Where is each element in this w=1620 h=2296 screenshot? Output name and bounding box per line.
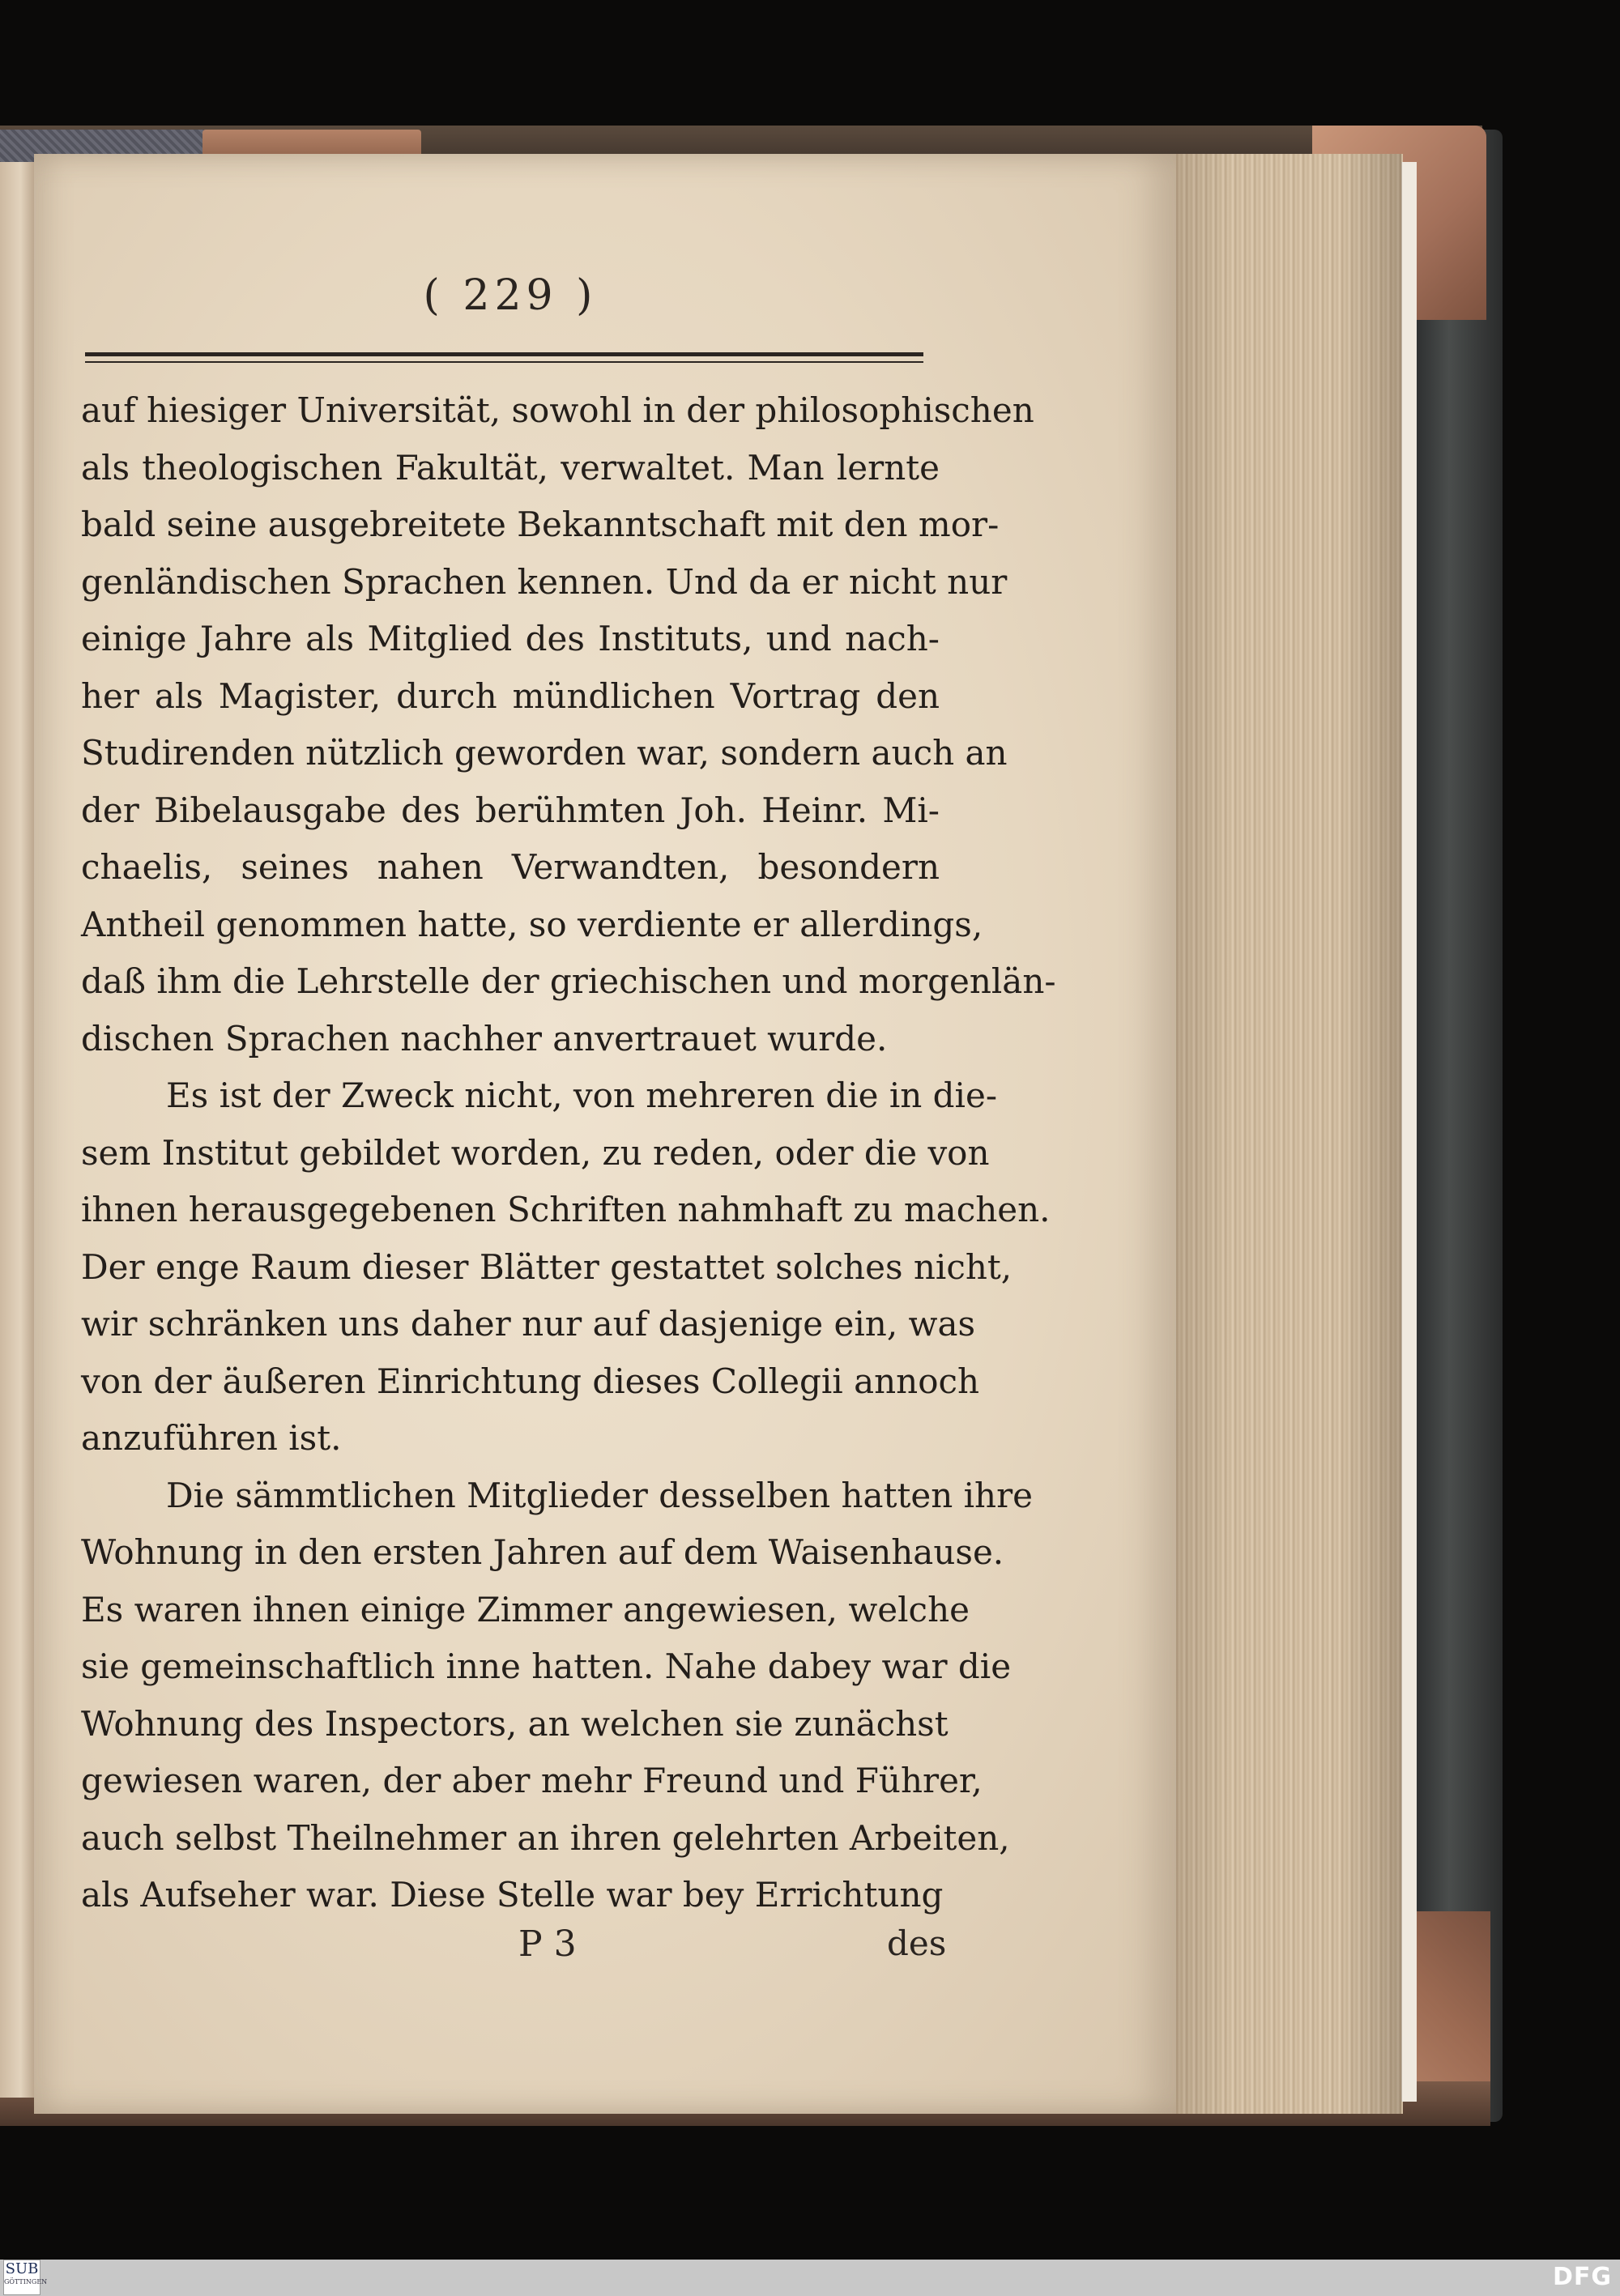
text-line: auf hiesiger Universität, sowohl in der philosophischen — [81, 390, 1034, 430]
text-line: ihnen herausgegebenen Schriften nahmhaft zu machen. — [81, 1190, 1051, 1229]
page-block-shade — [1158, 154, 1401, 2114]
text-line: als theologischen Fakultät, verwaltet. Man lernte — [81, 447, 940, 488]
text-line: her als Magister, durch mündlichen Vortrag den — [81, 675, 940, 716]
viewer-footer-bar — [0, 2260, 1620, 2296]
text-line: Wohnung in den ersten Jahren auf dem Waisenhause. — [81, 1532, 1004, 1572]
text-line: Es waren ihnen einige Zimmer angewiesen, welche — [81, 1589, 970, 1629]
page-body — [81, 382, 1056, 1924]
book-cover-right — [1413, 130, 1503, 2122]
text-line: gewiesen waren, der aber mehr Freund und Führer, — [81, 1761, 983, 1800]
text-line: Der enge Raum dieser Blätter gestattet solches nicht, — [81, 1246, 1013, 1287]
text-line: dischen Sprachen nachher anvertrauet wurde. — [81, 1018, 888, 1059]
dfg-logo[interactable]: DFG — [1552, 2263, 1612, 2291]
text-line: Die sämmtlichen Mitglieder desselben hatten ihre — [166, 1475, 1034, 1515]
text-line: Wohnung des Inspectors, an welchen sie zunächst — [81, 1703, 949, 1744]
header-rule — [85, 352, 923, 356]
text-line: anzuführen ist. — [81, 1418, 342, 1458]
text-line: daß ihm die Lehrstelle der griechischen und morgenlän- — [81, 961, 1056, 1001]
text-line: genländischen Sprachen kennen. Und da er nicht nur — [81, 561, 1008, 602]
text-line: einige Jahre als Mitglied des Instituts, und nach- — [81, 619, 940, 658]
text-line: chaelis, seines nahen Verwandten, besondern — [81, 847, 940, 887]
text-line: sie gemeinschaftlich inne hatten. Nahe dabey war die — [81, 1646, 1012, 1686]
text-line: Antheil genommen hatte, so verdiente er allerdings, — [81, 904, 983, 944]
library-logo-mark: SUB — [5, 2260, 39, 2277]
text-line: Es ist der Zweck nicht, von mehreren die in die- — [166, 1076, 998, 1115]
library-logo-subtext: GÖTTINGEN — [4, 2278, 48, 2285]
text-line: bald seine ausgebreitete Bekanntschaft mit den mor- — [81, 505, 1000, 544]
library-logo[interactable] — [3, 2260, 48, 2295]
header-rule-thin — [85, 361, 923, 363]
page-header: ( 229 ) — [423, 271, 598, 320]
text-line: auch selbst Theilnehmer an ihren gelehrten Arbeiten, — [81, 1817, 1010, 1858]
page-sliver — [1401, 162, 1417, 2102]
text-line: von der äußeren Einrichtung dieses Collegii annoch — [81, 1361, 980, 1401]
signature-mark: P 3 — [518, 1923, 577, 1965]
text-line: wir schränken uns daher nur auf dasjenige ein, was — [81, 1304, 976, 1344]
catchword: des — [887, 1923, 947, 1963]
text-line: als Aufseher war. Diese Stelle war bey Errichtung — [81, 1875, 944, 1915]
text-line: sem Institut gebildet worden, zu reden, oder die von — [81, 1132, 990, 1173]
text-line: der Bibelausgabe des berühmten Joh. Heinr. Mi- — [81, 790, 940, 830]
text-line: Studirenden nützlich geworden war, sondern auch an — [81, 733, 1008, 773]
left-page-edge — [0, 162, 36, 2098]
